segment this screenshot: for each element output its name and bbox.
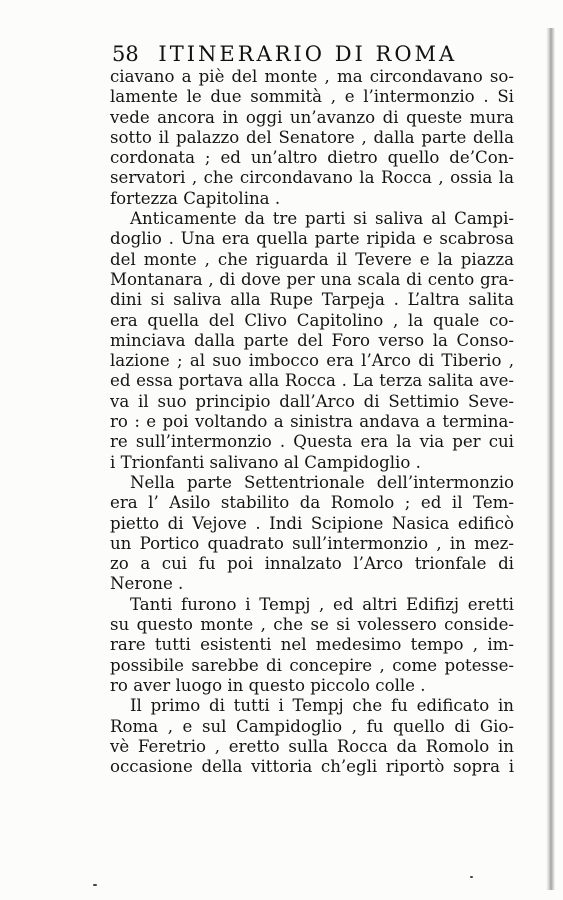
text-line: lamente le due sommità , e l’intermonzio . Si <box>110 87 514 107</box>
text-line: sotto il palazzo del Senatore , dalla parte della <box>110 127 514 147</box>
text-line: ro aver luogo in questo piccolo colle . <box>110 675 426 695</box>
text-line: era quella del Clivo Capitolino , la quale co- <box>110 310 514 330</box>
text-line: va il suo principio dall’Arco di Settimio Seve- <box>110 391 514 411</box>
text-line: un Portico quadrato sull’intermonzio , in mez- <box>110 533 514 553</box>
text-line: i Trionfanti salivano al Campidoglio . <box>110 452 421 472</box>
text-line: Nella parte Settentrionale dell’intermonzio <box>130 472 514 492</box>
page-number: 58 <box>112 42 139 66</box>
body-text <box>110 67 514 777</box>
text-line: servatori , che circondavano la Rocca , ossia la <box>110 168 514 188</box>
text-line: vè Feretrio , eretto sulla Rocca da Romolo in <box>110 736 514 756</box>
running-title: ITINERARIO DI ROMA <box>158 42 458 66</box>
text-line: era l’ Asilo stabilito da Romolo ; ed il Tem- <box>110 493 514 513</box>
text-line: possibile sarebbe di concepire , come potesse- <box>110 655 514 675</box>
text-line: su questo monte , che se si volessero conside- <box>110 615 514 635</box>
text-line: doglio . Una era quella parte ripida e scabrosa <box>110 229 514 249</box>
text-line: lazione ; al suo imbocco era l’Arco di Tiberio , <box>110 351 514 371</box>
text-line: vede ancora in oggi un’avanzo di queste mura <box>110 107 514 127</box>
ink-speck <box>93 884 97 886</box>
text-line: Anticamente da tre parti si saliva al Campi- <box>130 209 514 229</box>
text-line: minciava dalla parte del Foro verso la Conso- <box>110 330 514 350</box>
text-line: cordonata ; ed un’altro dietro quello de’Con- <box>110 148 514 168</box>
text-line: Nerone . <box>110 574 184 594</box>
text-line: Tanti furono i Tempj , ed altri Edifizj eretti <box>130 594 514 614</box>
ink-speck <box>470 876 473 878</box>
text-line: ciavano a piè del monte , ma circondavano so- <box>110 67 514 86</box>
text-line: pietto di Vejove . Indi Scipione Nasica edificò <box>110 513 514 533</box>
text-line: zo a cui fu poi innalzato l’Arco trionfale di <box>110 554 514 574</box>
text-line: Montanara , di dove per una scala di cento gra- <box>110 269 514 289</box>
text-line: ro : e poi voltando a sinistra andava a termina- <box>110 412 514 432</box>
text-line: del monte , che riguarda il Tevere e la piazza <box>110 249 514 269</box>
text-line: Roma , e sul Campidoglio , fu quello di Gio- <box>110 716 514 736</box>
text-line: fortezza Capitolina . <box>110 188 281 208</box>
page-gutter-shadow <box>546 28 555 890</box>
text-line: Il primo di tutti i Tempj che fu edificato in <box>130 696 514 716</box>
text-line: dini si saliva alla Rupe Tarpeja . L’altra salita <box>110 290 514 310</box>
text-line: occasione della vittoria ch’egli riportò sopra i <box>110 757 514 777</box>
text-line: re sull’intermonzio . Questa era la via per cui <box>110 432 514 452</box>
running-header <box>112 42 457 66</box>
text-line: ed essa portava alla Rocca . La terza salita ave- <box>110 371 514 391</box>
text-line: rare tutti esistenti nel medesimo tempo , im- <box>110 635 514 655</box>
